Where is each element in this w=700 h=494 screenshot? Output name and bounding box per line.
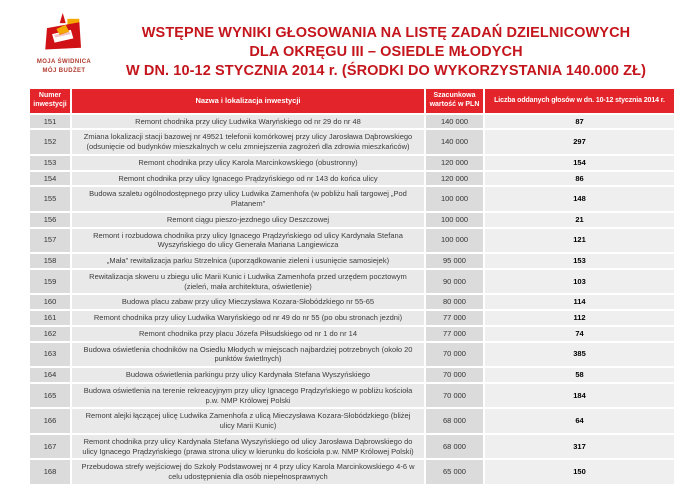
table-row (30, 254, 674, 268)
votes-count-cell: 64 (485, 409, 674, 433)
investment-name-cell: Rewitalizacja skweru u zbiegu ulic Marii Kunic i Ludwika Zamenhofa przed urzędem pocztowym (zieleń, mała architektura, oświetlenie) (72, 270, 424, 294)
votes-count-cell: 184 (485, 384, 674, 408)
votes-count-cell: 150 (485, 460, 674, 484)
votes-count-cell: 297 (485, 130, 674, 154)
results-table-body (30, 115, 674, 484)
investment-number-cell: 164 (30, 368, 70, 382)
investment-name-cell: Remont chodnika przy ulicy Kardynała Stefana Wyszyńskiego od ulicy Jarosława Dąbrowskiego do ulicy Ignacego Prądzyńskiego (prawa strona ulicy w kierunku do kościoła p.w. NMP Królowej Polski) (72, 435, 424, 459)
estimated-value-cell: 68 000 (426, 409, 483, 433)
investment-name-cell: Remont ciągu pieszo-jezdnego ulicy Deszczowej (72, 213, 424, 227)
votes-count-cell: 86 (485, 172, 674, 186)
ballot-box-logo-icon (41, 12, 87, 58)
table-row (30, 343, 674, 367)
investment-number-cell: 154 (30, 172, 70, 186)
logo-text-line1: MOJA ŚWIDNICA (36, 59, 92, 65)
votes-count-cell: 103 (485, 270, 674, 294)
table-row (30, 187, 674, 211)
table-row (30, 172, 674, 186)
votes-count-cell: 114 (485, 295, 674, 309)
estimated-value-cell: 100 000 (426, 213, 483, 227)
voting-results-table (28, 87, 676, 486)
estimated-value-cell: 65 000 (426, 460, 483, 484)
table-row (30, 368, 674, 382)
investment-number-cell: 167 (30, 435, 70, 459)
table-row (30, 115, 674, 129)
investment-name-cell: Budowa placu zabaw przy ulicy Mieczysława Kozara-Słobódzkiego nr 55-65 (72, 295, 424, 309)
logo-text-line2: MÓJ BUDŻET (42, 67, 86, 74)
table-row (30, 409, 674, 433)
votes-count-cell: 112 (485, 311, 674, 325)
estimated-value-cell: 140 000 (426, 115, 483, 129)
estimated-value-cell: 140 000 (426, 130, 483, 154)
investment-name-cell: Remont chodnika przy ulicy Ignacego Prądzyńskiego od nr 143 do końca ulicy (72, 172, 424, 186)
investment-number-cell: 155 (30, 187, 70, 211)
investment-number-cell: 161 (30, 311, 70, 325)
investment-name-cell: Remont alejki łączącej ulicę Ludwika Zamenhofa z ulicą Mieczysława Kozara-Słobódzkiego (bliżej ulicy Marii Kunic) (72, 409, 424, 433)
table-row (30, 229, 674, 253)
estimated-value-cell: 77 000 (426, 311, 483, 325)
table-row (30, 270, 674, 294)
investment-name-cell: Budowa szaletu ogólnodostępnego przy ulicy Ludwika Zamenhofa (w pobliżu hali targowej „Pod Platanem” (72, 187, 424, 211)
investment-name-cell: Budowa oświetlenia chodników na Osiedlu Młodych w miejscach najbardziej potrzebnych (około 20 punktów świetlnych) (72, 343, 424, 367)
estimated-value-cell: 100 000 (426, 187, 483, 211)
investment-name-cell: „Mała” rewitalizacja parku Strzelnica (uporządkowanie zieleni i usunięcie samosiejek) (72, 254, 424, 268)
investment-number-cell: 165 (30, 384, 70, 408)
table-row (30, 130, 674, 154)
page-title-line1: WSTĘPNE WYNIKI GŁOSOWANIA NA LISTĘ ZADAŃ DZIELNICOWYCH (141, 25, 631, 41)
votes-count-cell: 153 (485, 254, 674, 268)
estimated-value-cell: 120 000 (426, 172, 483, 186)
column-header-votes: Liczba oddanych głosów w dn. 10-12 stycznia 2014 r. (485, 89, 674, 113)
investment-number-cell: 163 (30, 343, 70, 367)
page-header (28, 8, 672, 81)
investment-name-cell: Remont i rozbudowa chodnika przy ulicy Ignacego Prądzyńskiego od ulicy Kardynała Stefana Wyszyńskiego do ulicy Generała Mariana Langiewicza (72, 229, 424, 253)
investment-number-cell: 157 (30, 229, 70, 253)
investment-number-cell: 159 (30, 270, 70, 294)
estimated-value-cell: 95 000 (426, 254, 483, 268)
estimated-value-cell: 70 000 (426, 368, 483, 382)
column-header-estimated-value: Szacunkowa wartość w PLN (426, 89, 483, 113)
table-row (30, 213, 674, 227)
moja-swidnica-logo (28, 8, 100, 75)
investment-number-cell: 168 (30, 460, 70, 484)
estimated-value-cell: 120 000 (426, 156, 483, 170)
investment-name-cell: Budowa oświetlenia parkingu przy ulicy Kardynała Stefana Wyszyńskiego (72, 368, 424, 382)
page-title-line3: W DN. 10-12 STYCZNIA 2014 r. (ŚRODKI DO WYKORZYSTANIA 140.000 ZŁ) (125, 62, 646, 79)
estimated-value-cell: 70 000 (426, 384, 483, 408)
investment-number-cell: 158 (30, 254, 70, 268)
estimated-value-cell: 80 000 (426, 295, 483, 309)
page-title (100, 8, 672, 81)
votes-count-cell: 121 (485, 229, 674, 253)
estimated-value-cell: 90 000 (426, 270, 483, 294)
investment-number-cell: 153 (30, 156, 70, 170)
estimated-value-cell: 68 000 (426, 435, 483, 459)
estimated-value-cell: 70 000 (426, 343, 483, 367)
table-row (30, 435, 674, 459)
votes-count-cell: 154 (485, 156, 674, 170)
table-row (30, 156, 674, 170)
table-header-row (30, 89, 674, 113)
investment-number-cell: 162 (30, 327, 70, 341)
votes-count-cell: 21 (485, 213, 674, 227)
table-row (30, 327, 674, 341)
investment-name-cell: Przebudowa strefy wejściowej do Szkoły Podstawowej nr 4 przy ulicy Karola Marcinkowskiego 4-6 w celu udostępnienia dla osób niepełnosprawnych (72, 460, 424, 484)
investment-name-cell: Zmiana lokalizacji stacji bazowej nr 49521 telefonii komórkowej przy ulicy Jarosława Dąbrowskiego (odsunięcie od budynków mieszkalnych w celu zmniejszenia zagrożeń dla zdrowia mieszkańców) (72, 130, 424, 154)
investment-number-cell: 160 (30, 295, 70, 309)
votes-count-cell: 148 (485, 187, 674, 211)
page-title-line2: DLA OKRĘGU III – OSIEDLE MŁODYCH (249, 43, 523, 60)
investment-number-cell: 166 (30, 409, 70, 433)
votes-count-cell: 317 (485, 435, 674, 459)
estimated-value-cell: 100 000 (426, 229, 483, 253)
column-header-investment-name: Nazwa i lokalizacja inwestycji (72, 89, 424, 113)
investment-name-cell: Remont chodnika przy ulicy Ludwika Waryńskiego od nr 29 do nr 48 (72, 115, 424, 129)
column-header-investment-number: Numer inwestycji (30, 89, 70, 113)
investment-number-cell: 156 (30, 213, 70, 227)
investment-number-cell: 151 (30, 115, 70, 129)
investment-number-cell: 152 (30, 130, 70, 154)
table-row (30, 460, 674, 484)
votes-count-cell: 58 (485, 368, 674, 382)
investment-name-cell: Remont chodnika przy ulicy Ludwika Waryńskiego od nr 49 do nr 55 (po obu stronach jezdni) (72, 311, 424, 325)
estimated-value-cell: 77 000 (426, 327, 483, 341)
votes-count-cell: 87 (485, 115, 674, 129)
investment-name-cell: Remont chodnika przy ulicy Karola Marcinkowskiego (obustronny) (72, 156, 424, 170)
investment-name-cell: Budowa oświetlenia na terenie rekreacyjnym przy ulicy Ignacego Prądzyńskiego w pobliżu kościoła p.w. NMP Królowej Polski (72, 384, 424, 408)
table-row (30, 311, 674, 325)
table-row (30, 295, 674, 309)
table-row (30, 384, 674, 408)
votes-count-cell: 74 (485, 327, 674, 341)
votes-count-cell: 385 (485, 343, 674, 367)
investment-name-cell: Remont chodnika przy placu Józefa Piłsudskiego od nr 1 do nr 14 (72, 327, 424, 341)
